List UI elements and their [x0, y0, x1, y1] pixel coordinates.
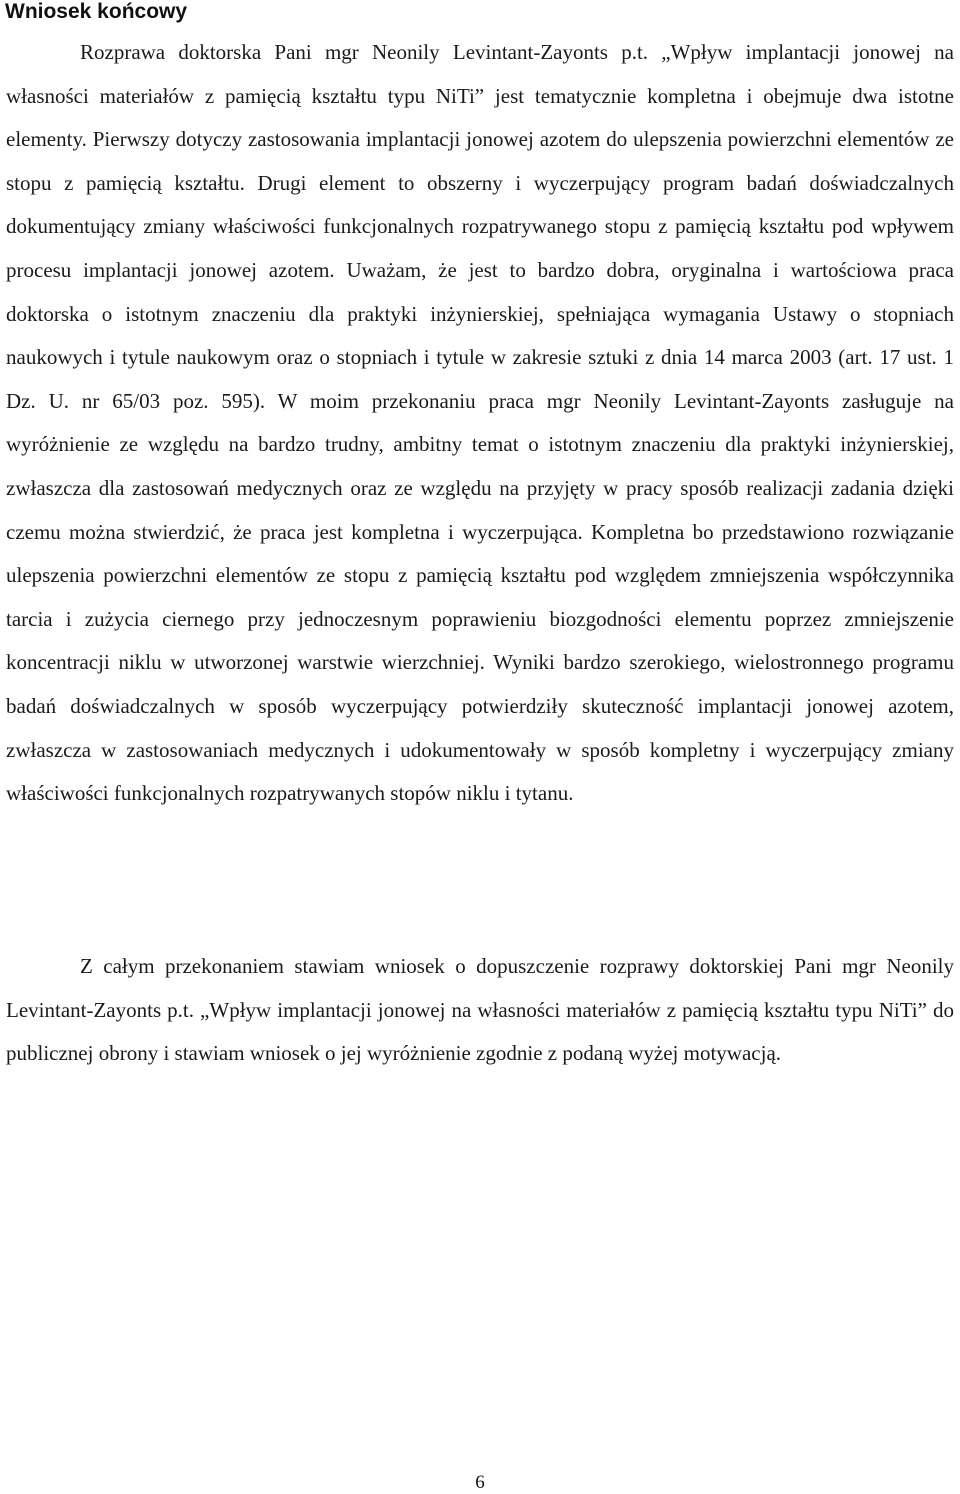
page-number: 6 [475, 1472, 485, 1493]
section-heading: Wniosek końcowy [5, 0, 188, 23]
paragraph-evaluation: Rozprawa doktorska Pani mgr Neonily Levintant-Zayonts p.t. „Wpływ implantacji jonowej na własności materiałów z pamięcią kształtu typu NiTi” jest tematycznie kompletna i obejmuje dwa istotne elementy. Pierwszy dotyczy zastosowania implantacji jonowej azotem do ulepszenia powierzchni elementów ze stopu z pamięcią kształtu. Drugi element to obszerny i wyczerpujący program badań doświadczalnych dokumentujący zmiany właściwości funkcjonalnych rozpatrywanego stopu z pamięcią kształtu pod wpływem procesu implantacji jonowej azotem. Uważam, że jest to bardzo dobra, oryginalna i wartościowa praca doktorska o istotnym znaczeniu dla praktyki inżynierskiej, spełniająca wymagania Ustawy o stopniach naukowych i tytule naukowym oraz o stopniach i tytule w zakresie sztuki z dnia 14 marca 2003 (art. 17 ust. 1 Dz. U. nr 65/03 poz. 595). W moim przekonaniu praca mgr Neonily Levintant-Zayonts zasługuje na wyróżnienie ze względu na bardzo trudny, ambitny temat o istotnym znaczeniu dla praktyki inżynierskiej, zwłaszcza dla zastosowań medycznych oraz ze względu na przyjęty w pracy sposób realizacji zadania dzięki czemu można stwierdzić, że praca jest kompletna i wyczerpująca. Kompletna bo przedstawiono rozwiązanie ulepszenia powierzchni elementów ze stopu z pamięcią kształtu pod względem zmniejszenia współczynnika tarcia i zużycia ciernego przy jednoczesnym poprawieniu biozgodności elementu poprzez zmniejszenie koncentracji niklu w utworzonej warstwie wierzchniej. Wyniki bardzo szerokiego, wielostronnego programu badań doświadczalnych w sposób wyczerpujący potwierdziły skuteczność implantacji jonowej azotem, zwłaszcza w zastosowaniach medycznych i udokumentowały w sposób kompletny i wyczerpujący zmiany właściwości funkcjonalnych rozpatrywanych stopów niklu i tytanu. [6, 40, 954, 806]
paragraph-conclusion: Z całym przekonaniem stawiam wniosek o dopuszczenie rozprawy doktorskiej Pani mgr Neonily Levintant-Zayonts p.t. „Wpływ implantacji jonowej na własności materiałów z pamięcią kształtu typu NiTi” do publicznej obrony i stawiam wniosek o jej wyróżnienie zgodnie z podaną wyżej motywacją. [6, 954, 954, 1066]
